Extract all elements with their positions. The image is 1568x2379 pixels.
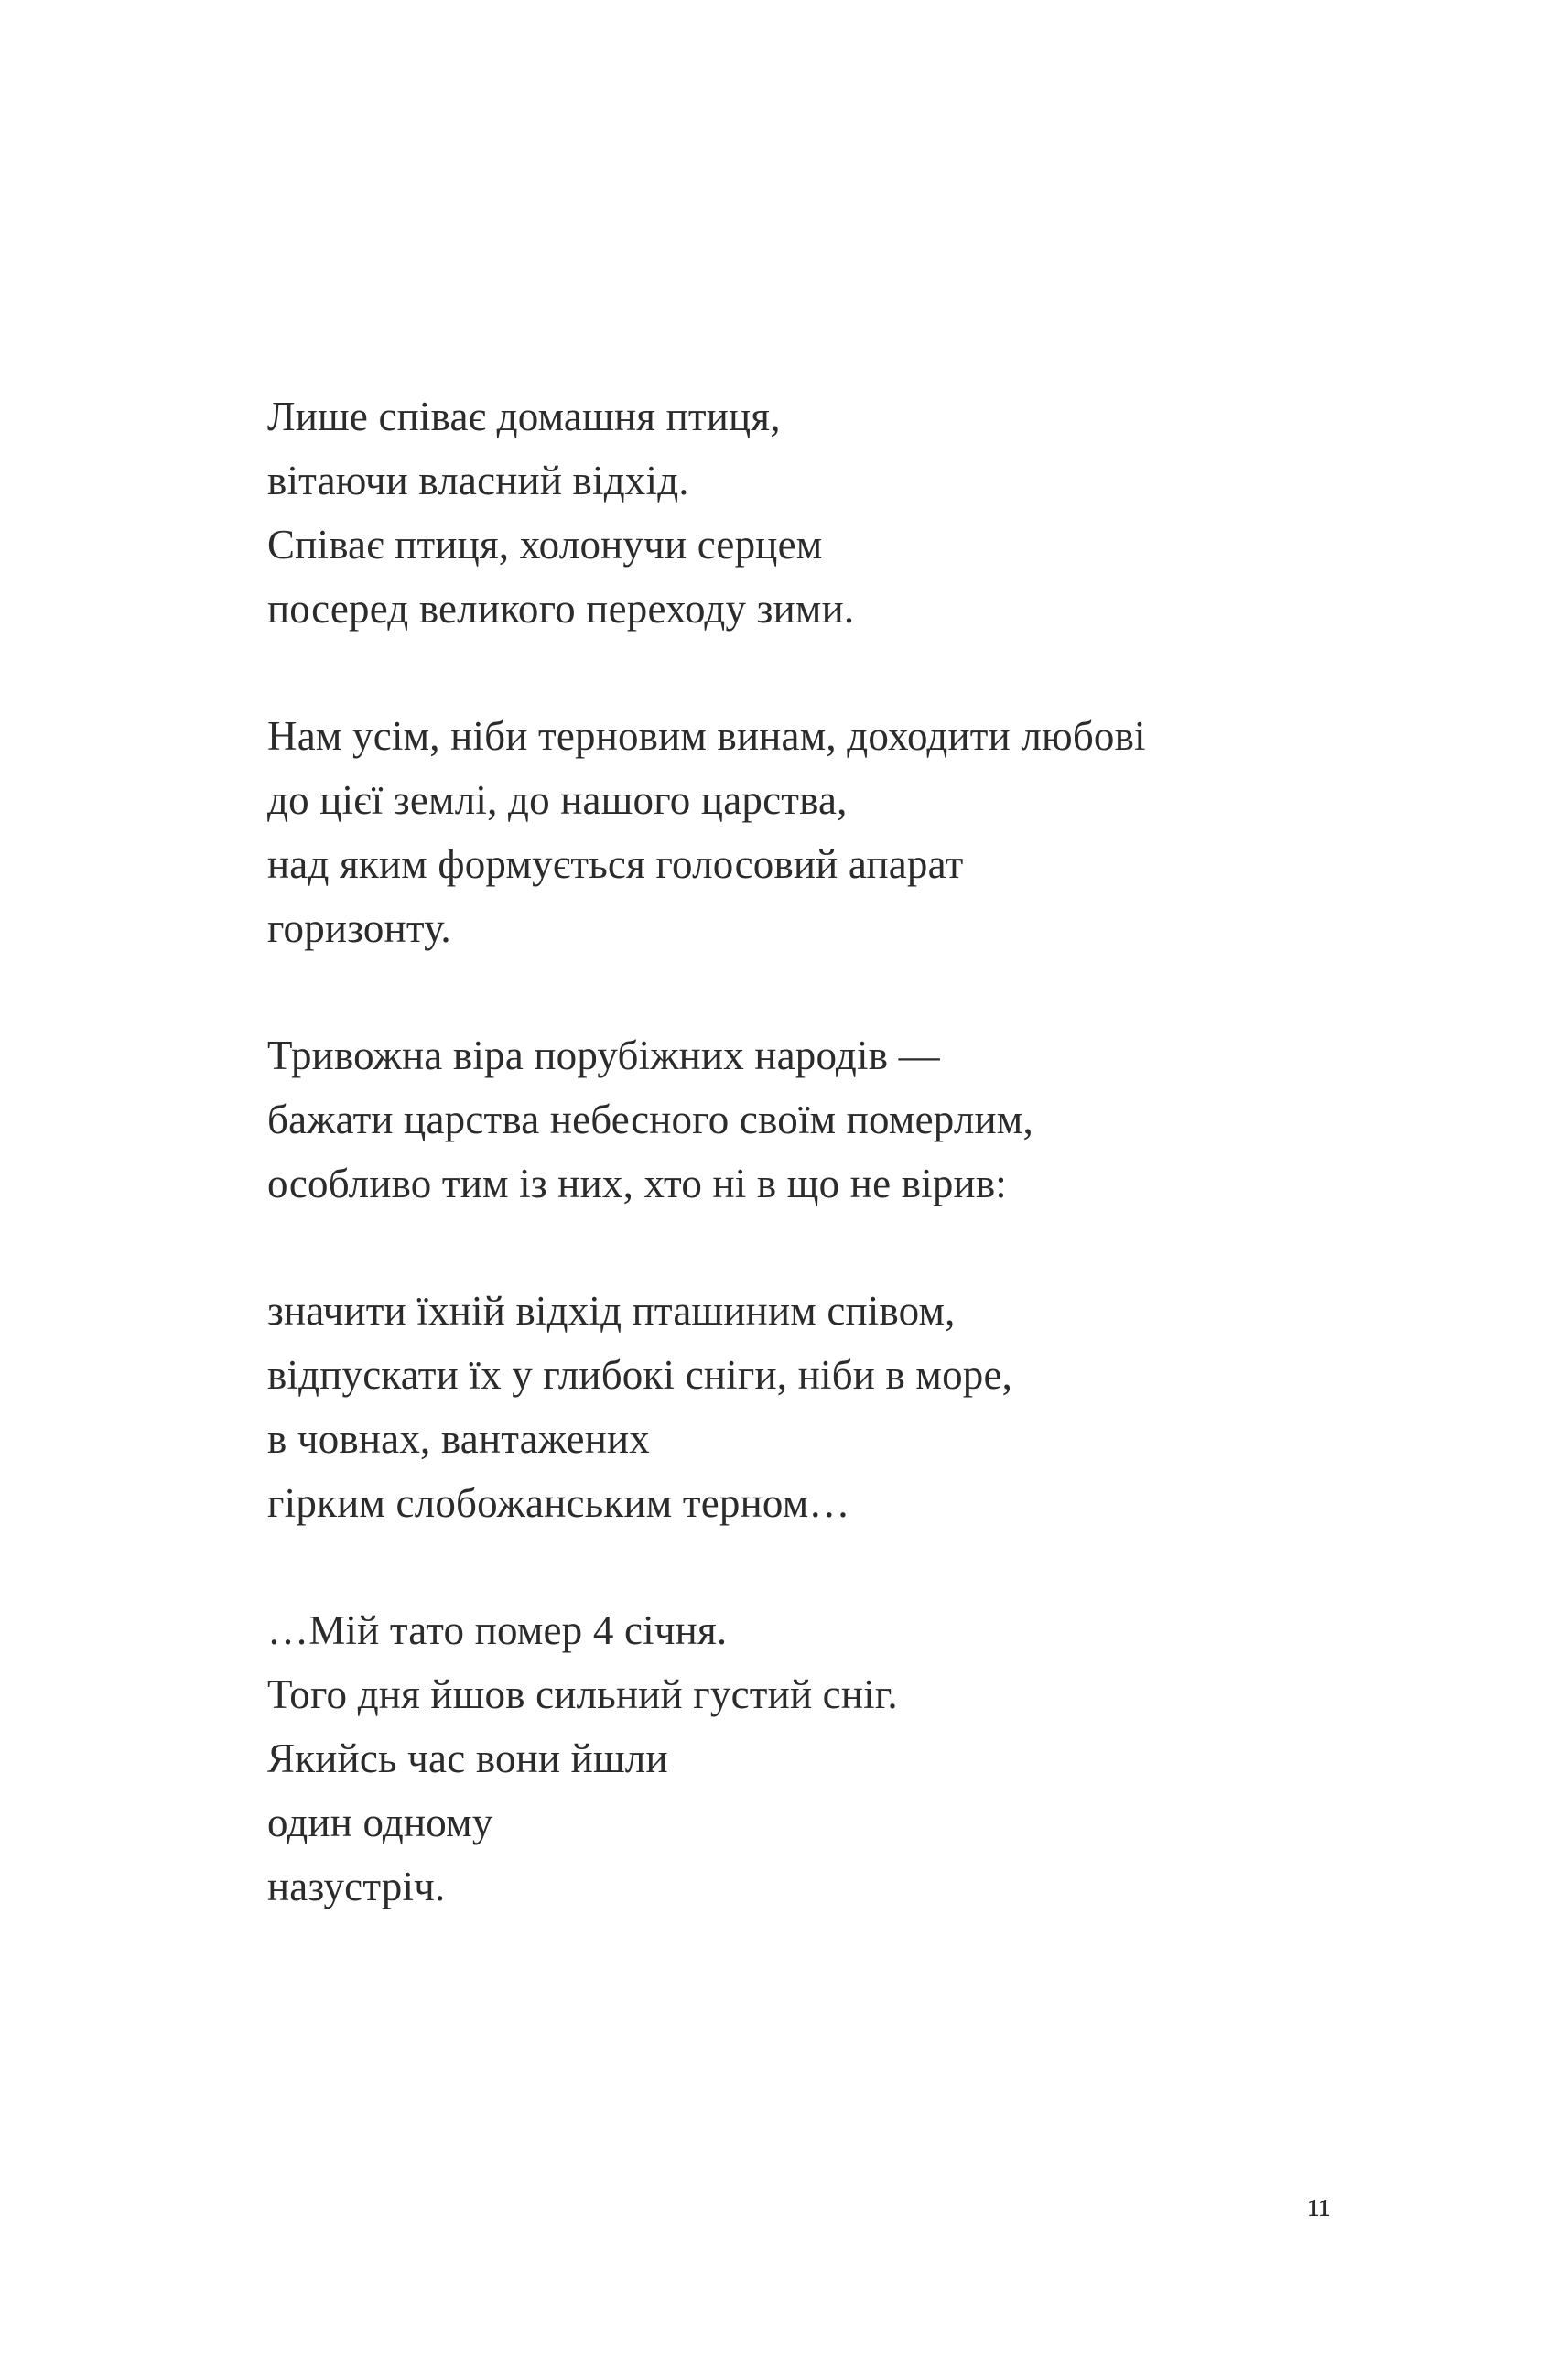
poem-line: в човнах, вантажених	[267, 1416, 650, 1462]
poem-line: Нам усім, ніби терновим винам, доходити любові	[267, 713, 1146, 759]
poem-line: особливо тим із них, хто ні в що не вірив:	[267, 1161, 1007, 1206]
stanza-4	[267, 1279, 1366, 1535]
poem-line: до цієї землі, до нашого царства,	[267, 777, 848, 823]
poem-line: …Мій тато помер 4 січня.	[267, 1607, 728, 1653]
stanza-5	[267, 1598, 1366, 1919]
poem-line: гірким слобожанським терном…	[267, 1480, 850, 1526]
poem-line: бажати царства небесного своїм померлим,	[267, 1097, 1033, 1142]
poem-line: Якийсь час вони йшли	[267, 1736, 668, 1781]
poem-line: вітаючи власний відхід.	[267, 458, 689, 503]
poem-line: відпускати їх у глибокі сніги, ніби в море,	[267, 1352, 1013, 1398]
poem-body	[267, 384, 1366, 1919]
page-number: 11	[1307, 2194, 1331, 2222]
poem-line: один одному	[267, 1800, 493, 1845]
poem-line: назустріч.	[267, 1864, 446, 1909]
stanza-3	[267, 1023, 1366, 1216]
poem-line: посеред великого переходу зими.	[267, 586, 855, 632]
poem-line: Співає птиця, холонучи серцем	[267, 522, 823, 568]
stanza-2	[267, 704, 1366, 960]
stanza-1	[267, 384, 1366, 641]
poem-line: Лише співає домашня птиця,	[267, 394, 781, 439]
poem-line: горизонту.	[267, 905, 451, 951]
poem-line: над яким формується голосовий апарат	[267, 841, 964, 887]
poem-line: Тривожна віра порубіжних народів —	[267, 1033, 940, 1078]
poem-line: значити їхній відхід пташиним співом,	[267, 1288, 956, 1334]
poem-line: Того дня йшов сильний густий сніг.	[267, 1671, 898, 1717]
